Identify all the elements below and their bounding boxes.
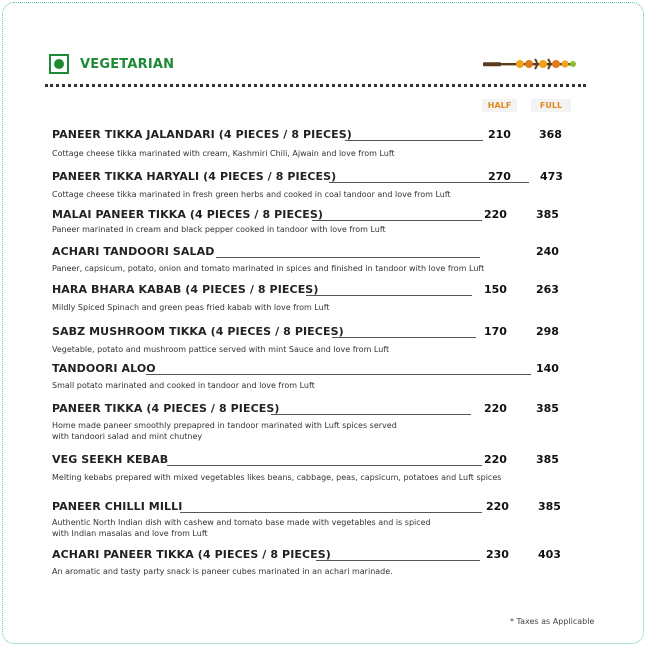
price-full: 240	[536, 245, 559, 258]
price-half: 220	[484, 208, 507, 221]
price-full: 473	[540, 170, 563, 183]
menu-item	[52, 402, 650, 441]
menu-item	[52, 453, 650, 482]
item-name: MALAI PANEER TIKKA (4 PIECES / 8 PIECES)	[52, 208, 324, 221]
column-header-half: HALF	[482, 99, 517, 112]
veg-indicator-icon	[49, 54, 69, 74]
leader-line	[216, 257, 480, 258]
menu-item	[52, 245, 650, 273]
leader-line	[146, 374, 531, 375]
item-description-line-1: Home made paneer smoothly prepapred in tandoor marinated with Luft spices served	[52, 421, 397, 430]
leader-line	[167, 465, 482, 466]
price-half: 230	[486, 548, 509, 561]
price-half: 220	[484, 453, 507, 466]
leader-line	[306, 295, 472, 296]
price-full: 385	[536, 208, 559, 221]
price-full: 140	[536, 362, 559, 375]
price-full: 263	[536, 283, 559, 296]
price-half: 220	[486, 500, 509, 513]
item-name: ACHARI PANEER TIKKA (4 PIECES / 8 PIECES)	[52, 548, 331, 561]
price-full: 368	[539, 128, 562, 141]
price-half: 150	[484, 283, 507, 296]
leader-line	[180, 512, 482, 513]
price-half: 270	[488, 170, 511, 183]
menu-item	[52, 208, 650, 234]
price-full: 385	[538, 500, 561, 513]
item-description: Paneer marinated in cream and black pepper cooked in tandoor with love from Luft	[52, 225, 386, 234]
menu-item	[52, 283, 650, 312]
price-half: 210	[488, 128, 511, 141]
column-header-full: FULL	[531, 99, 571, 112]
price-half: 170	[484, 325, 507, 338]
section-divider	[45, 84, 586, 87]
item-name: PANEER TIKKA JALANDARI (4 PIECES / 8 PIECES)	[52, 128, 352, 141]
item-name: HARA BHARA KABAB (4 PIECES / 8 PIECES)	[52, 283, 319, 296]
item-description-line-2: with tandoori salad and mint chutney	[52, 432, 203, 441]
leader-line	[312, 220, 482, 221]
item-description: An aromatic and tasty party snack is paneer cubes marinated in an achari marinade.	[52, 567, 393, 576]
item-description: Vegetable, potato and mushroom pattice served with mint Sauce and love from Luft	[52, 345, 390, 354]
leader-line	[345, 140, 483, 141]
item-description: Mildly Spiced Spinach and green peas fried kabab with love from Luft	[52, 303, 330, 312]
item-description-line-2: with Indian masalas and love from Luft	[52, 529, 208, 538]
item-name: VEG SEEKH KEBAB	[52, 453, 169, 466]
menu-item	[52, 170, 650, 199]
item-description: Paneer, capsicum, potato, onion and tomato marinated in spices and finished in tandoor with love from Luft	[52, 264, 485, 273]
price-full: 385	[536, 453, 559, 466]
item-name: SABZ MUSHROOM TIKKA (4 PIECES / 8 PIECES)	[52, 325, 344, 338]
price-half: 220	[484, 402, 507, 415]
tax-note: * Taxes as Applicable	[510, 617, 595, 626]
leader-line	[316, 560, 480, 561]
item-name: PANEER CHILLI MILLI	[52, 500, 183, 513]
leader-line	[332, 337, 476, 338]
leader-line	[271, 414, 471, 415]
item-name: PANEER TIKKA (4 PIECES / 8 PIECES)	[52, 402, 280, 415]
item-name: ACHARI TANDOORI SALAD	[52, 245, 215, 258]
section-title: VEGETARIAN	[80, 57, 175, 72]
item-description: Small potato marinated and cooked in tandoor and love from Luft	[52, 381, 315, 390]
price-full: 403	[538, 548, 561, 561]
menu-item	[52, 500, 650, 538]
menu-item	[52, 362, 650, 390]
item-description: Cottage cheese tikka marinated in fresh green herbs and cooked in coal tandoor and love from Luft	[52, 190, 451, 199]
menu-item	[52, 325, 650, 354]
menu-item	[52, 548, 650, 576]
item-name: TANDOORI ALOO	[52, 362, 156, 375]
item-name: PANEER TIKKA HARYALI (4 PIECES / 8 PIECES)	[52, 170, 337, 183]
item-description-line-1: Authentic North Indian dish with cashew and tomato base made with vegetables and is spiced	[52, 518, 431, 527]
price-full: 385	[536, 402, 559, 415]
skewer-icon	[483, 56, 583, 72]
menu-item	[52, 128, 650, 158]
price-full: 298	[536, 325, 559, 338]
item-description: Cottage cheese tikka marinated with cream, Kashmiri Chili, Ajwain and love from Luft	[52, 149, 395, 158]
item-description: Melting kebabs prepared with mixed vegetables likes beans, cabbage, peas, capsicum, potatoes and Luft spices	[52, 473, 502, 482]
